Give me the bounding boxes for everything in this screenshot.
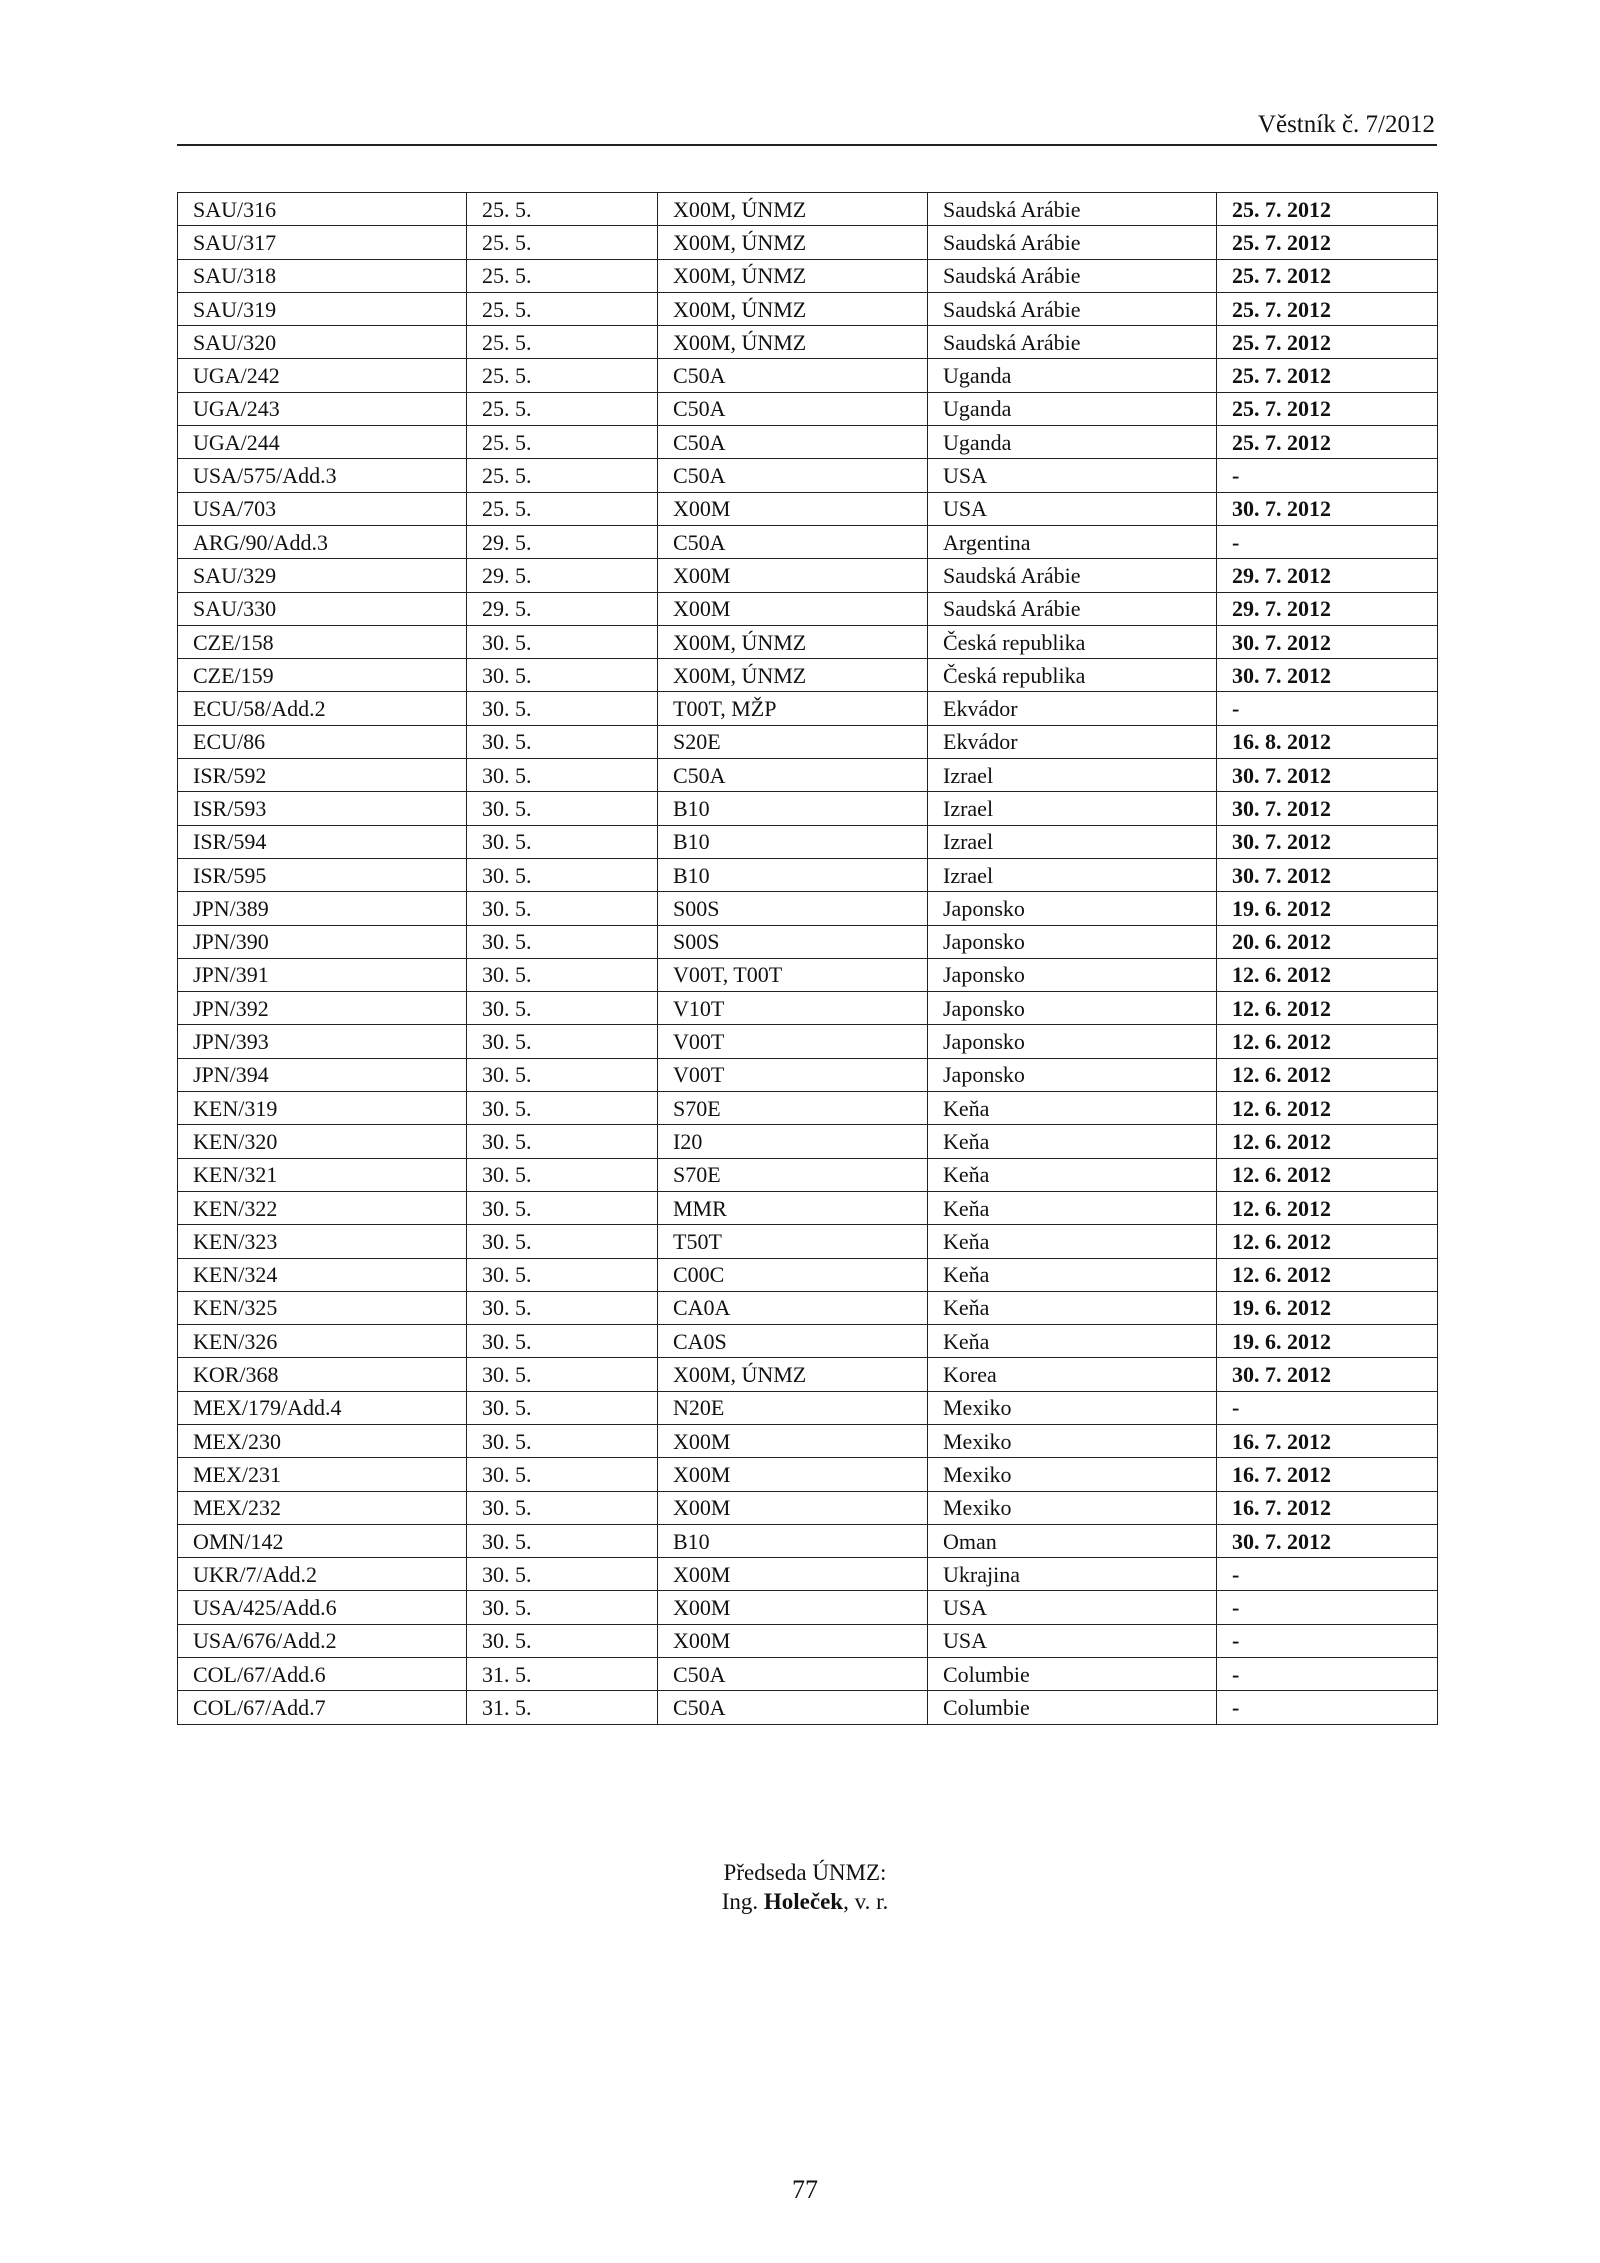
table-row bbox=[178, 992, 1438, 1025]
signature-name: Holeček bbox=[763, 1889, 844, 1914]
table-row bbox=[178, 1558, 1438, 1591]
date-cell: 30. 5. bbox=[467, 1391, 658, 1424]
country-cell: Izrael bbox=[928, 759, 1217, 792]
table-row bbox=[178, 1191, 1438, 1224]
notification-id-cell: UKR/7/Add.2 bbox=[178, 1558, 467, 1591]
code-cell: X00M bbox=[658, 492, 928, 525]
table-row bbox=[178, 1424, 1438, 1457]
country-cell: Japonsko bbox=[928, 892, 1217, 925]
country-cell: Uganda bbox=[928, 359, 1217, 392]
notification-id-cell: JPN/390 bbox=[178, 925, 467, 958]
date-cell: 30. 5. bbox=[467, 1558, 658, 1591]
date-cell: 31. 5. bbox=[467, 1658, 658, 1691]
deadline-cell: - bbox=[1217, 459, 1438, 492]
deadline-cell: - bbox=[1217, 1658, 1438, 1691]
code-cell: C50A bbox=[658, 1658, 928, 1691]
country-cell: USA bbox=[928, 492, 1217, 525]
code-cell: X00M, ÚNMZ bbox=[658, 1358, 928, 1391]
notification-id-cell: KEN/321 bbox=[178, 1158, 467, 1191]
deadline-cell: - bbox=[1217, 1391, 1438, 1424]
deadline-cell: 19. 6. 2012 bbox=[1217, 1325, 1438, 1358]
country-cell: Saudská Arábie bbox=[928, 193, 1217, 226]
deadline-cell: 25. 7. 2012 bbox=[1217, 193, 1438, 226]
table-row bbox=[178, 825, 1438, 858]
notification-id-cell: MEX/231 bbox=[178, 1458, 467, 1491]
notification-id-cell: ISR/594 bbox=[178, 825, 467, 858]
date-cell: 30. 5. bbox=[467, 659, 658, 692]
country-cell: Japonsko bbox=[928, 1058, 1217, 1091]
code-cell: C50A bbox=[658, 759, 928, 792]
table-row bbox=[178, 792, 1438, 825]
deadline-cell: 25. 7. 2012 bbox=[1217, 292, 1438, 325]
table-row bbox=[178, 1325, 1438, 1358]
code-cell: S00S bbox=[658, 892, 928, 925]
country-cell: Columbie bbox=[928, 1658, 1217, 1691]
deadline-cell: 30. 7. 2012 bbox=[1217, 825, 1438, 858]
deadline-cell: 20. 6. 2012 bbox=[1217, 925, 1438, 958]
table-row bbox=[178, 1624, 1438, 1657]
deadline-cell: 30. 7. 2012 bbox=[1217, 659, 1438, 692]
country-cell: USA bbox=[928, 459, 1217, 492]
code-cell: V00T bbox=[658, 1025, 928, 1058]
country-cell: Keňa bbox=[928, 1191, 1217, 1224]
deadline-cell: - bbox=[1217, 1591, 1438, 1624]
country-cell: Oman bbox=[928, 1524, 1217, 1557]
code-cell: X00M bbox=[658, 1424, 928, 1457]
date-cell: 30. 5. bbox=[467, 1424, 658, 1457]
table-row bbox=[178, 659, 1438, 692]
table-row bbox=[178, 492, 1438, 525]
deadline-cell: 12. 6. 2012 bbox=[1217, 1191, 1438, 1224]
date-cell: 25. 5. bbox=[467, 359, 658, 392]
table-row bbox=[178, 226, 1438, 259]
country-cell: Mexiko bbox=[928, 1424, 1217, 1457]
country-cell: Česká republika bbox=[928, 659, 1217, 692]
country-cell: Uganda bbox=[928, 392, 1217, 425]
date-cell: 30. 5. bbox=[467, 1491, 658, 1524]
deadline-cell: 12. 6. 2012 bbox=[1217, 992, 1438, 1025]
notification-id-cell: USA/676/Add.2 bbox=[178, 1624, 467, 1657]
code-cell: X00M bbox=[658, 1591, 928, 1624]
date-cell: 25. 5. bbox=[467, 259, 658, 292]
code-cell: X00M, ÚNMZ bbox=[658, 625, 928, 658]
code-cell: C50A bbox=[658, 426, 928, 459]
country-cell: Saudská Arábie bbox=[928, 326, 1217, 359]
notification-id-cell: JPN/393 bbox=[178, 1025, 467, 1058]
date-cell: 30. 5. bbox=[467, 1291, 658, 1324]
table-row bbox=[178, 858, 1438, 891]
country-cell: Uganda bbox=[928, 426, 1217, 459]
date-cell: 25. 5. bbox=[467, 326, 658, 359]
date-cell: 30. 5. bbox=[467, 1058, 658, 1091]
country-cell: Saudská Arábie bbox=[928, 226, 1217, 259]
deadline-cell: - bbox=[1217, 1691, 1438, 1724]
table-row bbox=[178, 1092, 1438, 1125]
notification-id-cell: SAU/330 bbox=[178, 592, 467, 625]
table-row bbox=[178, 1225, 1438, 1258]
table-row bbox=[178, 1291, 1438, 1324]
deadline-cell: 30. 7. 2012 bbox=[1217, 1524, 1438, 1557]
notification-id-cell: SAU/329 bbox=[178, 559, 467, 592]
notification-id-cell: MEX/179/Add.4 bbox=[178, 1391, 467, 1424]
table-row bbox=[178, 725, 1438, 758]
notification-id-cell: JPN/389 bbox=[178, 892, 467, 925]
notification-id-cell: SAU/316 bbox=[178, 193, 467, 226]
notification-id-cell: KEN/325 bbox=[178, 1291, 467, 1324]
table-row bbox=[178, 759, 1438, 792]
code-cell: S20E bbox=[658, 725, 928, 758]
deadline-cell: 29. 7. 2012 bbox=[1217, 592, 1438, 625]
code-cell: C50A bbox=[658, 459, 928, 492]
country-cell: Izrael bbox=[928, 825, 1217, 858]
table-row bbox=[178, 1458, 1438, 1491]
date-cell: 30. 5. bbox=[467, 892, 658, 925]
notification-id-cell: KEN/319 bbox=[178, 1092, 467, 1125]
date-cell: 30. 5. bbox=[467, 1458, 658, 1491]
table-row bbox=[178, 1358, 1438, 1391]
code-cell: X00M, ÚNMZ bbox=[658, 659, 928, 692]
deadline-cell: 25. 7. 2012 bbox=[1217, 226, 1438, 259]
date-cell: 30. 5. bbox=[467, 1025, 658, 1058]
deadline-cell: - bbox=[1217, 1624, 1438, 1657]
signature-suffix: , v. r. bbox=[843, 1889, 889, 1914]
table-row bbox=[178, 1691, 1438, 1724]
notification-id-cell: KEN/320 bbox=[178, 1125, 467, 1158]
date-cell: 30. 5. bbox=[467, 792, 658, 825]
notification-id-cell: ISR/592 bbox=[178, 759, 467, 792]
country-cell: Saudská Arábie bbox=[928, 592, 1217, 625]
date-cell: 29. 5. bbox=[467, 525, 658, 558]
notification-id-cell: SAU/318 bbox=[178, 259, 467, 292]
deadline-cell: 30. 7. 2012 bbox=[1217, 1358, 1438, 1391]
deadline-cell: 12. 6. 2012 bbox=[1217, 1125, 1438, 1158]
country-cell: Keňa bbox=[928, 1258, 1217, 1291]
country-cell: Japonsko bbox=[928, 1025, 1217, 1058]
code-cell: CA0A bbox=[658, 1291, 928, 1324]
deadline-cell: - bbox=[1217, 692, 1438, 725]
deadline-cell: 25. 7. 2012 bbox=[1217, 426, 1438, 459]
country-cell: Izrael bbox=[928, 858, 1217, 891]
table-row bbox=[178, 1058, 1438, 1091]
table-row bbox=[178, 1125, 1438, 1158]
notification-id-cell: ARG/90/Add.3 bbox=[178, 525, 467, 558]
country-cell: USA bbox=[928, 1591, 1217, 1624]
date-cell: 30. 5. bbox=[467, 1325, 658, 1358]
signature-block bbox=[0, 1858, 1600, 1916]
date-cell: 30. 5. bbox=[467, 759, 658, 792]
deadline-cell: 25. 7. 2012 bbox=[1217, 392, 1438, 425]
deadline-cell: 12. 6. 2012 bbox=[1217, 1058, 1438, 1091]
deadline-cell: 25. 7. 2012 bbox=[1217, 259, 1438, 292]
table-row bbox=[178, 1658, 1438, 1691]
table-row bbox=[178, 426, 1438, 459]
date-cell: 30. 5. bbox=[467, 1624, 658, 1657]
signature-role: Předseda ÚNMZ: bbox=[723, 1860, 887, 1885]
date-cell: 25. 5. bbox=[467, 292, 658, 325]
code-cell: B10 bbox=[658, 792, 928, 825]
notification-id-cell: MEX/232 bbox=[178, 1491, 467, 1524]
deadline-cell: 29. 7. 2012 bbox=[1217, 559, 1438, 592]
notification-id-cell: KOR/368 bbox=[178, 1358, 467, 1391]
deadline-cell: 16. 7. 2012 bbox=[1217, 1491, 1438, 1524]
notification-id-cell: SAU/319 bbox=[178, 292, 467, 325]
table-row bbox=[178, 292, 1438, 325]
country-cell: Japonsko bbox=[928, 925, 1217, 958]
code-cell: B10 bbox=[658, 825, 928, 858]
date-cell: 30. 5. bbox=[467, 1258, 658, 1291]
date-cell: 30. 5. bbox=[467, 1158, 658, 1191]
notification-id-cell: CZE/159 bbox=[178, 659, 467, 692]
date-cell: 25. 5. bbox=[467, 193, 658, 226]
country-cell: Keňa bbox=[928, 1092, 1217, 1125]
table-row bbox=[178, 193, 1438, 226]
deadline-cell: 16. 7. 2012 bbox=[1217, 1458, 1438, 1491]
date-cell: 30. 5. bbox=[467, 992, 658, 1025]
table-row bbox=[178, 525, 1438, 558]
table-row bbox=[178, 1591, 1438, 1624]
notification-id-cell: COL/67/Add.7 bbox=[178, 1691, 467, 1724]
journal-title: Věstník č. 7/2012 bbox=[1257, 111, 1435, 138]
notification-id-cell: UGA/244 bbox=[178, 426, 467, 459]
table-row bbox=[178, 1524, 1438, 1557]
notification-id-cell: USA/575/Add.3 bbox=[178, 459, 467, 492]
country-cell: Ekvádor bbox=[928, 692, 1217, 725]
country-cell: Saudská Arábie bbox=[928, 292, 1217, 325]
notification-id-cell: MEX/230 bbox=[178, 1424, 467, 1457]
country-cell: Keňa bbox=[928, 1291, 1217, 1324]
date-cell: 25. 5. bbox=[467, 226, 658, 259]
code-cell: X00M, ÚNMZ bbox=[658, 326, 928, 359]
date-cell: 30. 5. bbox=[467, 692, 658, 725]
country-cell: Česká republika bbox=[928, 625, 1217, 658]
table-row bbox=[178, 892, 1438, 925]
notification-id-cell: KEN/324 bbox=[178, 1258, 467, 1291]
notification-id-cell: USA/703 bbox=[178, 492, 467, 525]
deadline-cell: 16. 8. 2012 bbox=[1217, 725, 1438, 758]
notification-id-cell: SAU/320 bbox=[178, 326, 467, 359]
notification-id-cell: CZE/158 bbox=[178, 625, 467, 658]
table-row bbox=[178, 459, 1438, 492]
notification-id-cell: ECU/58/Add.2 bbox=[178, 692, 467, 725]
date-cell: 30. 5. bbox=[467, 1191, 658, 1224]
country-cell: Izrael bbox=[928, 792, 1217, 825]
country-cell: Mexiko bbox=[928, 1491, 1217, 1524]
table-row bbox=[178, 1025, 1438, 1058]
table-row bbox=[178, 1158, 1438, 1191]
deadline-cell: 12. 6. 2012 bbox=[1217, 1258, 1438, 1291]
date-cell: 30. 5. bbox=[467, 1524, 658, 1557]
table-row bbox=[178, 359, 1438, 392]
notification-id-cell: SAU/317 bbox=[178, 226, 467, 259]
deadline-cell: 16. 7. 2012 bbox=[1217, 1424, 1438, 1457]
date-cell: 30. 5. bbox=[467, 1358, 658, 1391]
table-row bbox=[178, 592, 1438, 625]
country-cell: Keňa bbox=[928, 1325, 1217, 1358]
country-cell: Argentina bbox=[928, 525, 1217, 558]
code-cell: X00M bbox=[658, 1624, 928, 1657]
date-cell: 30. 5. bbox=[467, 825, 658, 858]
table-row bbox=[178, 692, 1438, 725]
deadline-cell: 25. 7. 2012 bbox=[1217, 359, 1438, 392]
notification-id-cell: KEN/326 bbox=[178, 1325, 467, 1358]
code-cell: C00C bbox=[658, 1258, 928, 1291]
notification-id-cell: UGA/243 bbox=[178, 392, 467, 425]
country-cell: Ukrajina bbox=[928, 1558, 1217, 1591]
date-cell: 30. 5. bbox=[467, 925, 658, 958]
date-cell: 25. 5. bbox=[467, 492, 658, 525]
deadline-cell: 19. 6. 2012 bbox=[1217, 1291, 1438, 1324]
country-cell: Japonsko bbox=[928, 958, 1217, 991]
date-cell: 30. 5. bbox=[467, 625, 658, 658]
code-cell: C50A bbox=[658, 359, 928, 392]
code-cell: S70E bbox=[658, 1092, 928, 1125]
table-row bbox=[178, 1258, 1438, 1291]
date-cell: 29. 5. bbox=[467, 592, 658, 625]
notification-id-cell: UGA/242 bbox=[178, 359, 467, 392]
date-cell: 25. 5. bbox=[467, 392, 658, 425]
country-cell: Keňa bbox=[928, 1225, 1217, 1258]
notification-id-cell: COL/67/Add.6 bbox=[178, 1658, 467, 1691]
code-cell: I20 bbox=[658, 1125, 928, 1158]
page-number: 77 bbox=[792, 2175, 818, 2204]
code-cell: X00M, ÚNMZ bbox=[658, 226, 928, 259]
signature-prefix: Ing. bbox=[721, 1889, 759, 1914]
deadline-cell: 19. 6. 2012 bbox=[1217, 892, 1438, 925]
deadline-cell: 30. 7. 2012 bbox=[1217, 858, 1438, 891]
table-row bbox=[178, 625, 1438, 658]
country-cell: USA bbox=[928, 1624, 1217, 1657]
code-cell: B10 bbox=[658, 858, 928, 891]
code-cell: X00M bbox=[658, 1458, 928, 1491]
date-cell: 30. 5. bbox=[467, 858, 658, 891]
code-cell: C50A bbox=[658, 1691, 928, 1724]
table-row bbox=[178, 925, 1438, 958]
date-cell: 30. 5. bbox=[467, 1092, 658, 1125]
date-cell: 29. 5. bbox=[467, 559, 658, 592]
table-row bbox=[178, 392, 1438, 425]
table-row bbox=[178, 1391, 1438, 1424]
code-cell: X00M bbox=[658, 1491, 928, 1524]
table-row bbox=[178, 326, 1438, 359]
deadline-cell: 30. 7. 2012 bbox=[1217, 759, 1438, 792]
country-cell: Saudská Arábie bbox=[928, 559, 1217, 592]
country-cell: Japonsko bbox=[928, 992, 1217, 1025]
code-cell: T50T bbox=[658, 1225, 928, 1258]
code-cell: C50A bbox=[658, 392, 928, 425]
date-cell: 30. 5. bbox=[467, 958, 658, 991]
country-cell: Keňa bbox=[928, 1125, 1217, 1158]
code-cell: V10T bbox=[658, 992, 928, 1025]
page-header bbox=[177, 112, 1437, 146]
deadline-cell: 30. 7. 2012 bbox=[1217, 492, 1438, 525]
code-cell: X00M, ÚNMZ bbox=[658, 259, 928, 292]
country-cell: Mexiko bbox=[928, 1391, 1217, 1424]
country-cell: Korea bbox=[928, 1358, 1217, 1391]
table-row bbox=[178, 958, 1438, 991]
code-cell: C50A bbox=[658, 525, 928, 558]
deadline-cell: - bbox=[1217, 525, 1438, 558]
notification-id-cell: JPN/394 bbox=[178, 1058, 467, 1091]
deadline-cell: 30. 7. 2012 bbox=[1217, 625, 1438, 658]
deadline-cell: - bbox=[1217, 1558, 1438, 1591]
deadline-cell: 12. 6. 2012 bbox=[1217, 958, 1438, 991]
deadline-cell: 12. 6. 2012 bbox=[1217, 1025, 1438, 1058]
deadline-cell: 12. 6. 2012 bbox=[1217, 1158, 1438, 1191]
table-row bbox=[178, 259, 1438, 292]
signature-name-line bbox=[0, 1887, 1600, 1916]
code-cell: V00T bbox=[658, 1058, 928, 1091]
date-cell: 30. 5. bbox=[467, 725, 658, 758]
notification-id-cell: JPN/391 bbox=[178, 958, 467, 991]
notification-id-cell: ISR/593 bbox=[178, 792, 467, 825]
code-cell: T00T, MŽP bbox=[658, 692, 928, 725]
date-cell: 30. 5. bbox=[467, 1125, 658, 1158]
date-cell: 30. 5. bbox=[467, 1225, 658, 1258]
notification-id-cell: KEN/323 bbox=[178, 1225, 467, 1258]
table-row bbox=[178, 559, 1438, 592]
code-cell: X00M bbox=[658, 1558, 928, 1591]
notification-id-cell: ECU/86 bbox=[178, 725, 467, 758]
deadline-cell: 30. 7. 2012 bbox=[1217, 792, 1438, 825]
deadline-cell: 12. 6. 2012 bbox=[1217, 1092, 1438, 1125]
country-cell: Keňa bbox=[928, 1158, 1217, 1191]
notification-id-cell: USA/425/Add.6 bbox=[178, 1591, 467, 1624]
table-body bbox=[178, 193, 1438, 1725]
date-cell: 25. 5. bbox=[467, 459, 658, 492]
country-cell: Columbie bbox=[928, 1691, 1217, 1724]
table-row bbox=[178, 1491, 1438, 1524]
deadline-cell: 12. 6. 2012 bbox=[1217, 1225, 1438, 1258]
notification-id-cell: JPN/392 bbox=[178, 992, 467, 1025]
code-cell: X00M bbox=[658, 592, 928, 625]
country-cell: Saudská Arábie bbox=[928, 259, 1217, 292]
code-cell: X00M, ÚNMZ bbox=[658, 292, 928, 325]
code-cell: N20E bbox=[658, 1391, 928, 1424]
notification-id-cell: KEN/322 bbox=[178, 1191, 467, 1224]
date-cell: 31. 5. bbox=[467, 1691, 658, 1724]
code-cell: S00S bbox=[658, 925, 928, 958]
notifications-table bbox=[177, 192, 1438, 1725]
deadline-cell: 25. 7. 2012 bbox=[1217, 326, 1438, 359]
country-cell: Ekvádor bbox=[928, 725, 1217, 758]
code-cell: CA0S bbox=[658, 1325, 928, 1358]
notification-id-cell: OMN/142 bbox=[178, 1524, 467, 1557]
code-cell: B10 bbox=[658, 1524, 928, 1557]
code-cell: X00M bbox=[658, 559, 928, 592]
date-cell: 30. 5. bbox=[467, 1591, 658, 1624]
code-cell: S70E bbox=[658, 1158, 928, 1191]
country-cell: Mexiko bbox=[928, 1458, 1217, 1491]
notification-id-cell: ISR/595 bbox=[178, 858, 467, 891]
code-cell: V00T, T00T bbox=[658, 958, 928, 991]
date-cell: 25. 5. bbox=[467, 426, 658, 459]
code-cell: MMR bbox=[658, 1191, 928, 1224]
code-cell: X00M, ÚNMZ bbox=[658, 193, 928, 226]
